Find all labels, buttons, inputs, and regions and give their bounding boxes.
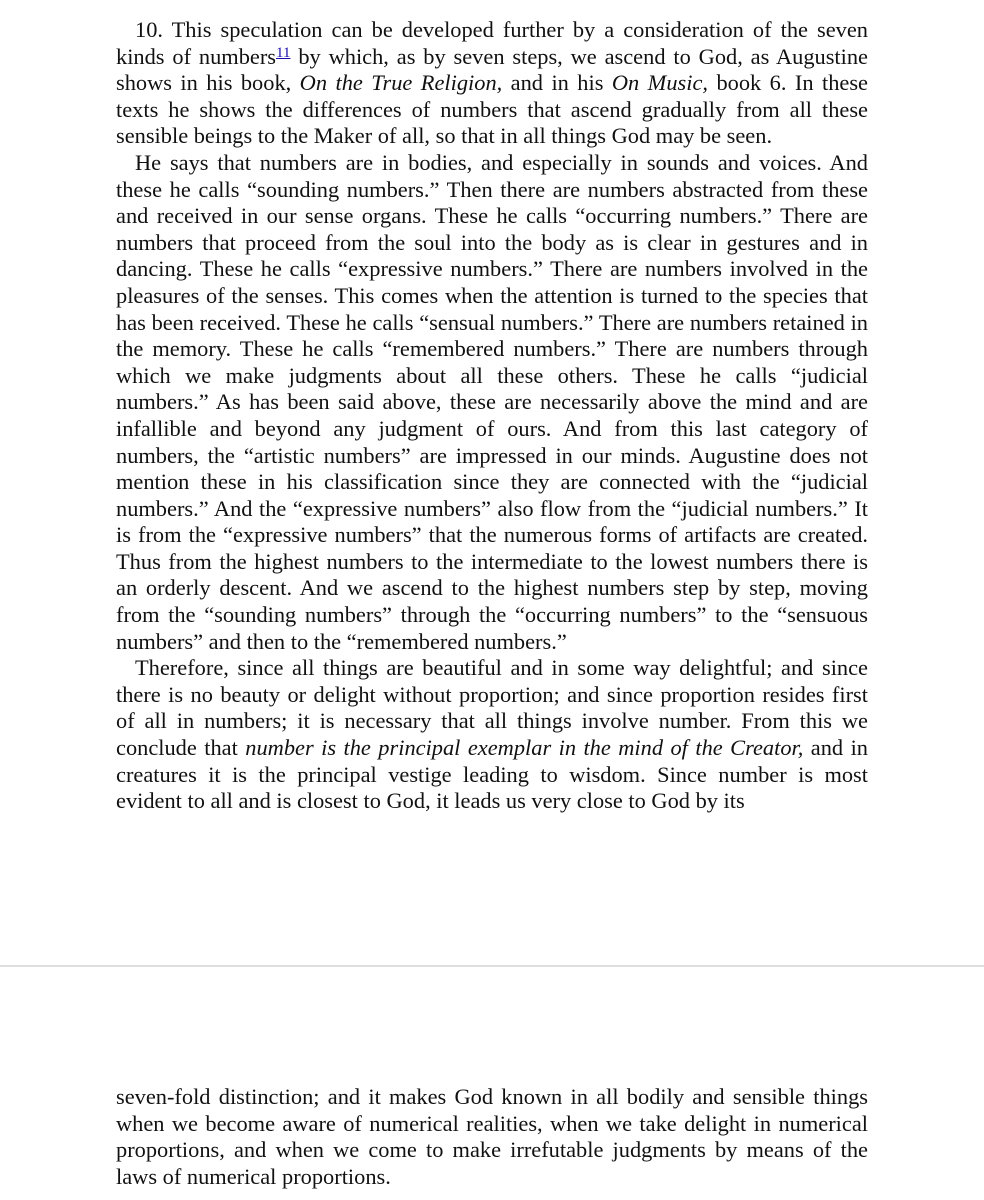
para1-text-2: by which, as by seven steps, we ascend to God, as Augustine shows in his book,	[116, 43, 868, 96]
footnote-link-11[interactable]: 11	[276, 44, 291, 61]
para3-text-1: Therefore, since all things are beautiful and in some way delightful; and since there is no beauty or delight without proportion; and since proportion resides first of all in numbers; it is necessary that all things involve number. From this we conclude that	[116, 655, 868, 761]
paragraph-continuation: seven-fold distinction; and it makes God known in all bodily and sensible things when we become aware of numerical realities, when we take delight in numerical proportions, and when we come to make irrefutable judgments by means of the laws of numerical proportions.	[116, 1084, 868, 1189]
paragraph-number-exemplar	[116, 655, 868, 815]
page-separator	[0, 965, 984, 967]
text-block-top	[116, 17, 868, 815]
para3-text-2: and in creatures it is the principal vestige leading to wisdom. Since number is most evident to all and is closest to God, it leads us very close to God by its	[116, 735, 868, 814]
para1-text-4: book 6. In these texts he shows the differences of numbers that ascend gradually from all these sensible beings to the Maker of all, so that in all things God may be seen.	[116, 70, 868, 149]
book-title-on-music: On Music,	[611, 70, 708, 96]
para1-text-1: 10. This speculation can be developed further by a consideration of the seven kinds of numbers	[116, 17, 868, 69]
paragraph-seven-numbers: He says that numbers are in bodies, and especially in sounds and voices. And these he calls “sounding numbers.” Then there are numbers abstracted from these and received in our sense organs. These he calls “occurring numbers.” There are numbers that proceed from the soul into the body as is clear in gestures and in dancing. These he calls “expressive numbers.” There are numbers involved in the pleasures of the senses. This comes when the attention is turned to the species that has been received. These he calls “sensual numbers.” There are numbers retained in the memory. These he calls “remembered numbers.” There are numbers through which we make judgments about all these others. These he calls “judicial numbers.” As has been said above, these are necessarily above the mind and are infallible and beyond any judgment of ours. And from this last category of numbers, the “artistic numbers” are impressed in our minds. Augustine does not mention these in his classification since they are connected with the “judicial numbers.” And the “expressive numbers” also flow from the “judicial numbers.” It is from the “expressive numbers” that the numerous forms of artifacts are created. Thus from the highest numbers to the intermediate to the lowest numbers there is an orderly descent. And we ascend to the highest numbers step by step, moving from the “sounding numbers” through the “occurring numbers” to the “sensuous numbers” and then to the “remembered numbers.”	[116, 149, 868, 654]
footnote-marker[interactable]	[276, 45, 290, 61]
para1-text-3: and in his	[502, 70, 612, 96]
book-title-true-religion: On the True Religion,	[299, 70, 503, 96]
text-block-bottom	[116, 1084, 868, 1190]
exemplar-emphasis: number is the principal exemplar in the mind of the Creator,	[245, 735, 804, 761]
page-bottom	[0, 968, 984, 1200]
paragraph-10	[116, 17, 868, 150]
